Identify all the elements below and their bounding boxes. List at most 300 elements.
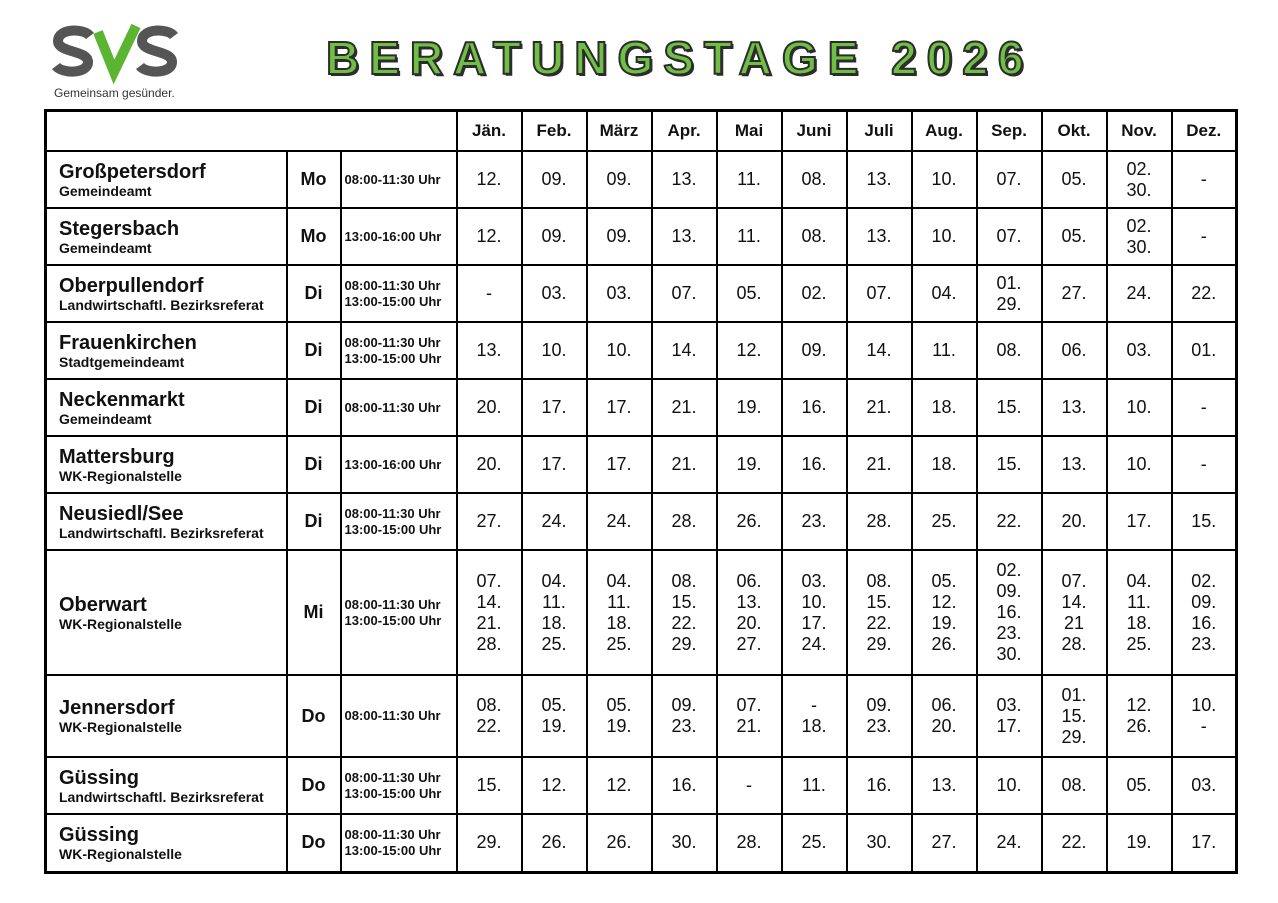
weekday-cell: Di bbox=[287, 436, 341, 493]
date-cell bbox=[652, 265, 717, 322]
date-cell bbox=[717, 493, 782, 550]
table-body bbox=[46, 151, 1237, 872]
date-value: 15. bbox=[476, 775, 502, 795]
date-cell bbox=[587, 208, 652, 265]
time-cell bbox=[341, 675, 457, 757]
date-cell bbox=[1172, 379, 1237, 436]
date-value: 24. bbox=[801, 633, 827, 654]
date-value: 09. bbox=[671, 695, 697, 715]
weekday-cell: Mi bbox=[287, 550, 341, 675]
time-cell bbox=[341, 322, 457, 379]
date-value: 11. bbox=[932, 340, 956, 360]
location-cell bbox=[46, 493, 287, 550]
date-value: 13. bbox=[866, 226, 892, 246]
date-cell bbox=[457, 493, 522, 550]
date-value: - bbox=[1200, 716, 1207, 736]
date-value: - bbox=[1200, 397, 1207, 417]
svs-logo bbox=[52, 22, 192, 102]
date-cell bbox=[1107, 151, 1172, 208]
date-value: 03. bbox=[1126, 340, 1152, 360]
weekday-cell: Do bbox=[287, 814, 341, 872]
date-cell bbox=[717, 151, 782, 208]
date-value: 01. bbox=[1061, 684, 1087, 705]
date-value: 06. bbox=[931, 695, 957, 715]
location-name: Neusiedl/See bbox=[59, 502, 184, 525]
date-value: 10. bbox=[931, 169, 957, 189]
date-value: 02. bbox=[1126, 215, 1152, 236]
date-cell bbox=[717, 265, 782, 322]
date-value: 08. bbox=[996, 340, 1022, 360]
date-cell bbox=[1107, 265, 1172, 322]
date-value: 09. bbox=[606, 169, 632, 189]
date-value: 14. bbox=[671, 340, 697, 360]
date-value: 09. bbox=[541, 226, 567, 246]
date-value: 21. bbox=[866, 397, 892, 417]
date-cell bbox=[977, 322, 1042, 379]
date-value: 13. bbox=[1061, 397, 1087, 417]
location-name: Mattersburg bbox=[59, 445, 175, 468]
date-cell bbox=[782, 675, 847, 757]
location-venue: WK-Regionalstelle bbox=[59, 615, 182, 632]
date-cell bbox=[587, 151, 652, 208]
date-value: 07. bbox=[996, 169, 1022, 189]
date-cell bbox=[587, 493, 652, 550]
date-value: 24. bbox=[541, 511, 567, 531]
date-value: 18. bbox=[931, 454, 957, 474]
date-cell bbox=[1172, 757, 1237, 814]
date-cell bbox=[912, 265, 977, 322]
date-value: 16. bbox=[866, 775, 892, 795]
date-value: 19. bbox=[541, 716, 567, 736]
date-cell bbox=[1042, 757, 1107, 814]
date-value: - bbox=[486, 283, 493, 303]
date-value: 23. bbox=[866, 716, 892, 736]
location-name: Jennersdorf bbox=[59, 697, 175, 719]
date-value: 08. bbox=[866, 570, 892, 591]
date-cell bbox=[457, 379, 522, 436]
date-cell bbox=[652, 379, 717, 436]
date-value: 22. bbox=[476, 716, 502, 736]
date-value: 28. bbox=[736, 832, 762, 853]
date-cell bbox=[1172, 265, 1237, 322]
date-value: 10. bbox=[1126, 397, 1152, 417]
date-value: 28. bbox=[1061, 633, 1087, 654]
date-value: 05. bbox=[931, 570, 957, 591]
date-value: 29. bbox=[866, 633, 892, 654]
month-header: Juli bbox=[847, 111, 912, 152]
date-cell bbox=[912, 322, 977, 379]
location-cell bbox=[46, 757, 287, 814]
date-value: 10. bbox=[931, 226, 957, 246]
date-value: 17. bbox=[541, 397, 567, 417]
date-cell bbox=[912, 757, 977, 814]
date-value: 20. bbox=[1061, 511, 1087, 531]
location-cell bbox=[46, 208, 287, 265]
month-header: Feb. bbox=[522, 111, 587, 152]
date-value: 07. bbox=[476, 570, 502, 591]
date-value: 09. bbox=[1191, 591, 1217, 612]
location-venue: Landwirtschaftl. Bezirksreferat bbox=[59, 296, 264, 313]
date-cell bbox=[912, 208, 977, 265]
date-value: 06. bbox=[1061, 340, 1087, 360]
date-cell bbox=[912, 814, 977, 872]
location-venue: WK-Regionalstelle bbox=[59, 845, 182, 862]
date-value: 25. bbox=[801, 832, 827, 853]
date-cell bbox=[847, 436, 912, 493]
date-value: 13. bbox=[671, 169, 697, 189]
date-cell bbox=[587, 322, 652, 379]
date-cell bbox=[1172, 814, 1237, 872]
date-value: 10. bbox=[1191, 695, 1217, 715]
date-value: 11. bbox=[737, 169, 761, 189]
date-cell bbox=[1107, 379, 1172, 436]
date-value: 17. bbox=[606, 397, 632, 417]
date-cell bbox=[457, 814, 522, 872]
date-value: 04. bbox=[606, 570, 632, 591]
location-venue: Gemeindeamt bbox=[59, 410, 152, 427]
time-range: 13:00-15:00 Uhr bbox=[344, 785, 442, 801]
date-cell bbox=[1172, 436, 1237, 493]
month-header: Mai bbox=[717, 111, 782, 152]
date-cell bbox=[522, 550, 587, 675]
date-value: 10. bbox=[996, 775, 1022, 795]
date-value: 27. bbox=[736, 633, 762, 654]
date-cell bbox=[587, 757, 652, 814]
date-value: 14. bbox=[866, 340, 892, 360]
date-cell bbox=[1107, 322, 1172, 379]
date-cell bbox=[652, 436, 717, 493]
date-value: 20. bbox=[931, 716, 957, 736]
date-value: 18. bbox=[1126, 612, 1152, 633]
date-cell bbox=[717, 550, 782, 675]
date-value: 27. bbox=[931, 832, 957, 853]
date-value: 07. bbox=[996, 226, 1022, 246]
month-header: Aug. bbox=[912, 111, 977, 152]
date-value: 13. bbox=[931, 775, 957, 795]
date-value: 19. bbox=[736, 454, 762, 474]
date-value: 11. bbox=[802, 775, 826, 795]
date-cell bbox=[977, 436, 1042, 493]
location-venue: Gemeindeamt bbox=[59, 182, 152, 199]
location-cell bbox=[46, 550, 287, 675]
location-venue: Landwirtschaftl. Bezirksreferat bbox=[59, 524, 264, 541]
date-value: 15. bbox=[1191, 511, 1217, 531]
date-value: 03. bbox=[801, 570, 827, 591]
date-value: 25. bbox=[931, 511, 957, 531]
date-value: 09. bbox=[606, 226, 632, 246]
date-cell bbox=[1107, 436, 1172, 493]
date-value: 12. bbox=[476, 226, 502, 246]
date-value: 22. bbox=[671, 612, 697, 633]
date-value: 26. bbox=[1126, 716, 1152, 736]
date-value: 29. bbox=[1061, 726, 1087, 747]
location-cell bbox=[46, 151, 287, 208]
date-value: 30. bbox=[1126, 179, 1152, 200]
date-value: 14. bbox=[476, 591, 502, 612]
date-cell bbox=[977, 265, 1042, 322]
date-value: 22. bbox=[1061, 832, 1087, 853]
table-row bbox=[46, 493, 1237, 550]
month-header: Nov. bbox=[1107, 111, 1172, 152]
schedule-table bbox=[44, 109, 1238, 874]
date-cell bbox=[717, 814, 782, 872]
date-cell bbox=[1172, 493, 1237, 550]
date-cell bbox=[782, 208, 847, 265]
location-name: Güssing bbox=[59, 823, 140, 846]
time-cell bbox=[341, 208, 457, 265]
date-value: 26. bbox=[736, 511, 762, 531]
date-value: 17. bbox=[1191, 832, 1217, 853]
date-cell bbox=[522, 265, 587, 322]
weekday-cell: Di bbox=[287, 265, 341, 322]
header-blank-cell bbox=[46, 111, 457, 152]
time-range: 08:00-11:30 Uhr bbox=[344, 505, 441, 521]
date-cell bbox=[1042, 675, 1107, 757]
table-header-row bbox=[46, 111, 1237, 152]
date-value: 08. bbox=[476, 695, 502, 715]
date-cell bbox=[1172, 208, 1237, 265]
table-row bbox=[46, 151, 1237, 208]
date-cell bbox=[977, 208, 1042, 265]
date-cell bbox=[847, 757, 912, 814]
date-value: 23. bbox=[1191, 633, 1217, 654]
date-value: 30. bbox=[1126, 236, 1152, 257]
date-cell bbox=[977, 493, 1042, 550]
date-value: 26. bbox=[606, 832, 632, 853]
date-cell bbox=[912, 436, 977, 493]
date-cell bbox=[1107, 493, 1172, 550]
date-cell bbox=[587, 675, 652, 757]
date-value: 09. bbox=[996, 581, 1022, 601]
date-cell bbox=[782, 265, 847, 322]
month-header: Okt. bbox=[1042, 111, 1107, 152]
date-value: 15. bbox=[866, 591, 892, 612]
time-range: 08:00-11:30 Uhr bbox=[344, 708, 441, 723]
date-cell bbox=[717, 436, 782, 493]
date-value: 13. bbox=[866, 169, 892, 189]
weekday-cell: Di bbox=[287, 322, 341, 379]
location-cell bbox=[46, 436, 287, 493]
date-value: - bbox=[1200, 169, 1207, 189]
date-value: 22. bbox=[996, 511, 1022, 531]
date-cell bbox=[522, 675, 587, 757]
date-value: 11. bbox=[542, 591, 566, 612]
time-cell bbox=[341, 814, 457, 872]
date-cell bbox=[652, 151, 717, 208]
time-range: 13:00-15:00 Uhr bbox=[344, 612, 442, 628]
date-cell bbox=[457, 265, 522, 322]
table-row bbox=[46, 322, 1237, 379]
table-row bbox=[46, 265, 1237, 322]
month-header: Juni bbox=[782, 111, 847, 152]
table-row bbox=[46, 208, 1237, 265]
date-value: 09. bbox=[541, 169, 567, 189]
date-value: 08. bbox=[801, 169, 827, 189]
date-value: 10. bbox=[1126, 454, 1152, 474]
location-name: Güssing bbox=[59, 766, 140, 789]
date-value: 08. bbox=[1061, 775, 1087, 795]
time-cell bbox=[341, 379, 457, 436]
date-value: 07. bbox=[671, 283, 697, 303]
date-value: 16. bbox=[801, 397, 827, 417]
date-cell bbox=[717, 675, 782, 757]
time-range: 13:00-15:00 Uhr bbox=[344, 842, 442, 858]
date-value: 16. bbox=[671, 775, 697, 795]
date-value: 10. bbox=[606, 340, 632, 360]
time-cell bbox=[341, 493, 457, 550]
date-value: 01. bbox=[1191, 340, 1217, 360]
location-name: Frauenkirchen bbox=[59, 331, 197, 354]
date-cell bbox=[522, 208, 587, 265]
date-cell bbox=[782, 550, 847, 675]
weekday-cell: Di bbox=[287, 379, 341, 436]
date-cell bbox=[847, 493, 912, 550]
time-range: 08:00-11:30 Uhr bbox=[344, 769, 441, 785]
time-cell bbox=[341, 757, 457, 814]
date-value: 25. bbox=[541, 633, 567, 654]
location-venue: Gemeindeamt bbox=[59, 239, 152, 256]
date-value: 21. bbox=[476, 612, 502, 633]
date-cell bbox=[717, 208, 782, 265]
month-header: Apr. bbox=[652, 111, 717, 152]
time-range: 08:00-11:30 Uhr bbox=[344, 399, 441, 415]
date-cell bbox=[847, 265, 912, 322]
date-value: - bbox=[811, 695, 818, 715]
date-value: 19. bbox=[606, 716, 632, 736]
date-value: 21. bbox=[671, 454, 697, 474]
date-value: 20. bbox=[476, 454, 502, 474]
date-cell bbox=[912, 493, 977, 550]
time-range: 13:00-16:00 Uhr bbox=[344, 228, 442, 244]
date-value: 12. bbox=[541, 775, 567, 795]
date-value: 19. bbox=[736, 397, 762, 417]
date-value: 03. bbox=[541, 283, 567, 303]
date-value: 29. bbox=[671, 633, 697, 654]
date-value: 29. bbox=[476, 832, 502, 853]
date-value: 05. bbox=[1061, 226, 1087, 246]
date-cell bbox=[652, 322, 717, 379]
date-value: 14. bbox=[1061, 591, 1087, 612]
time-cell bbox=[341, 436, 457, 493]
date-value: 07. bbox=[1061, 570, 1087, 591]
date-value: 16. bbox=[996, 602, 1022, 622]
date-cell bbox=[847, 208, 912, 265]
date-value: 21. bbox=[671, 397, 697, 417]
date-value: 04. bbox=[541, 570, 567, 591]
date-value: 18. bbox=[801, 716, 827, 736]
date-cell bbox=[587, 550, 652, 675]
date-value: 21. bbox=[866, 454, 892, 474]
time-range: 13:00-15:00 Uhr bbox=[344, 293, 442, 309]
date-value: 28. bbox=[866, 511, 892, 531]
table-row bbox=[46, 550, 1237, 675]
date-cell bbox=[1107, 757, 1172, 814]
date-value: 05. bbox=[1061, 169, 1087, 189]
date-value: 19. bbox=[1126, 832, 1152, 853]
table-row bbox=[46, 814, 1237, 872]
date-value: 13. bbox=[736, 591, 762, 612]
weekday-cell: Di bbox=[287, 493, 341, 550]
date-value: 26. bbox=[541, 832, 567, 853]
date-cell bbox=[522, 436, 587, 493]
date-cell bbox=[1107, 208, 1172, 265]
location-name: Neckenmarkt bbox=[59, 388, 185, 411]
date-cell bbox=[587, 265, 652, 322]
date-value: 08. bbox=[671, 570, 697, 591]
date-value: 03. bbox=[996, 695, 1022, 715]
month-header: Dez. bbox=[1172, 111, 1237, 152]
date-cell bbox=[1042, 550, 1107, 675]
date-cell bbox=[977, 379, 1042, 436]
date-cell bbox=[587, 814, 652, 872]
date-value: 16. bbox=[1191, 612, 1217, 633]
date-value: - bbox=[1200, 226, 1207, 246]
date-value: 13. bbox=[1061, 454, 1087, 474]
date-value: 16. bbox=[801, 454, 827, 474]
date-value: 18. bbox=[606, 612, 632, 633]
location-name: Oberpullendorf bbox=[59, 274, 204, 297]
date-cell bbox=[912, 550, 977, 675]
date-value: 02. bbox=[1126, 158, 1152, 179]
date-value: 21. bbox=[736, 716, 762, 736]
date-value: 09. bbox=[801, 340, 827, 360]
date-cell bbox=[977, 151, 1042, 208]
date-value: 18. bbox=[931, 397, 957, 417]
date-value: 15. bbox=[1061, 705, 1087, 726]
date-value: 15. bbox=[996, 397, 1022, 417]
date-cell bbox=[782, 493, 847, 550]
time-range: 13:00-15:00 Uhr bbox=[344, 521, 442, 537]
table-row bbox=[46, 675, 1237, 757]
time-cell bbox=[341, 550, 457, 675]
date-value: 12. bbox=[606, 775, 632, 795]
date-cell bbox=[847, 814, 912, 872]
date-value: 04. bbox=[931, 283, 957, 303]
location-cell bbox=[46, 322, 287, 379]
date-value: 27. bbox=[476, 511, 502, 531]
date-value: 02. bbox=[801, 283, 827, 303]
date-cell bbox=[652, 550, 717, 675]
date-cell bbox=[977, 550, 1042, 675]
weekday-cell: Do bbox=[287, 675, 341, 757]
date-cell bbox=[587, 379, 652, 436]
date-value: 28. bbox=[671, 511, 697, 531]
date-value: 30. bbox=[996, 644, 1022, 664]
date-value: 05. bbox=[1126, 775, 1152, 795]
time-range: 08:00-11:30 Uhr bbox=[344, 826, 441, 842]
time-range: 08:00-11:30 Uhr bbox=[344, 277, 441, 293]
date-cell bbox=[457, 675, 522, 757]
date-value: 12. bbox=[1126, 695, 1152, 715]
weekday-cell: Do bbox=[287, 757, 341, 814]
date-value: 21 bbox=[1064, 612, 1085, 633]
weekday-cell: Mo bbox=[287, 208, 341, 265]
date-value: 05. bbox=[736, 283, 762, 303]
date-cell bbox=[977, 757, 1042, 814]
date-value: 20. bbox=[736, 612, 762, 633]
time-range: 13:00-16:00 Uhr bbox=[344, 456, 442, 472]
date-value: 10. bbox=[801, 591, 827, 612]
date-value: 12. bbox=[931, 591, 957, 612]
page-title: BERATUNGSTAGE 2026 bbox=[326, 32, 1034, 84]
location-venue: WK-Regionalstelle bbox=[59, 467, 182, 484]
location-name: Stegersbach bbox=[59, 217, 180, 240]
date-value: 30. bbox=[866, 832, 892, 853]
date-value: 22. bbox=[866, 612, 892, 633]
date-cell bbox=[1042, 814, 1107, 872]
date-cell bbox=[717, 322, 782, 379]
date-cell bbox=[1042, 265, 1107, 322]
